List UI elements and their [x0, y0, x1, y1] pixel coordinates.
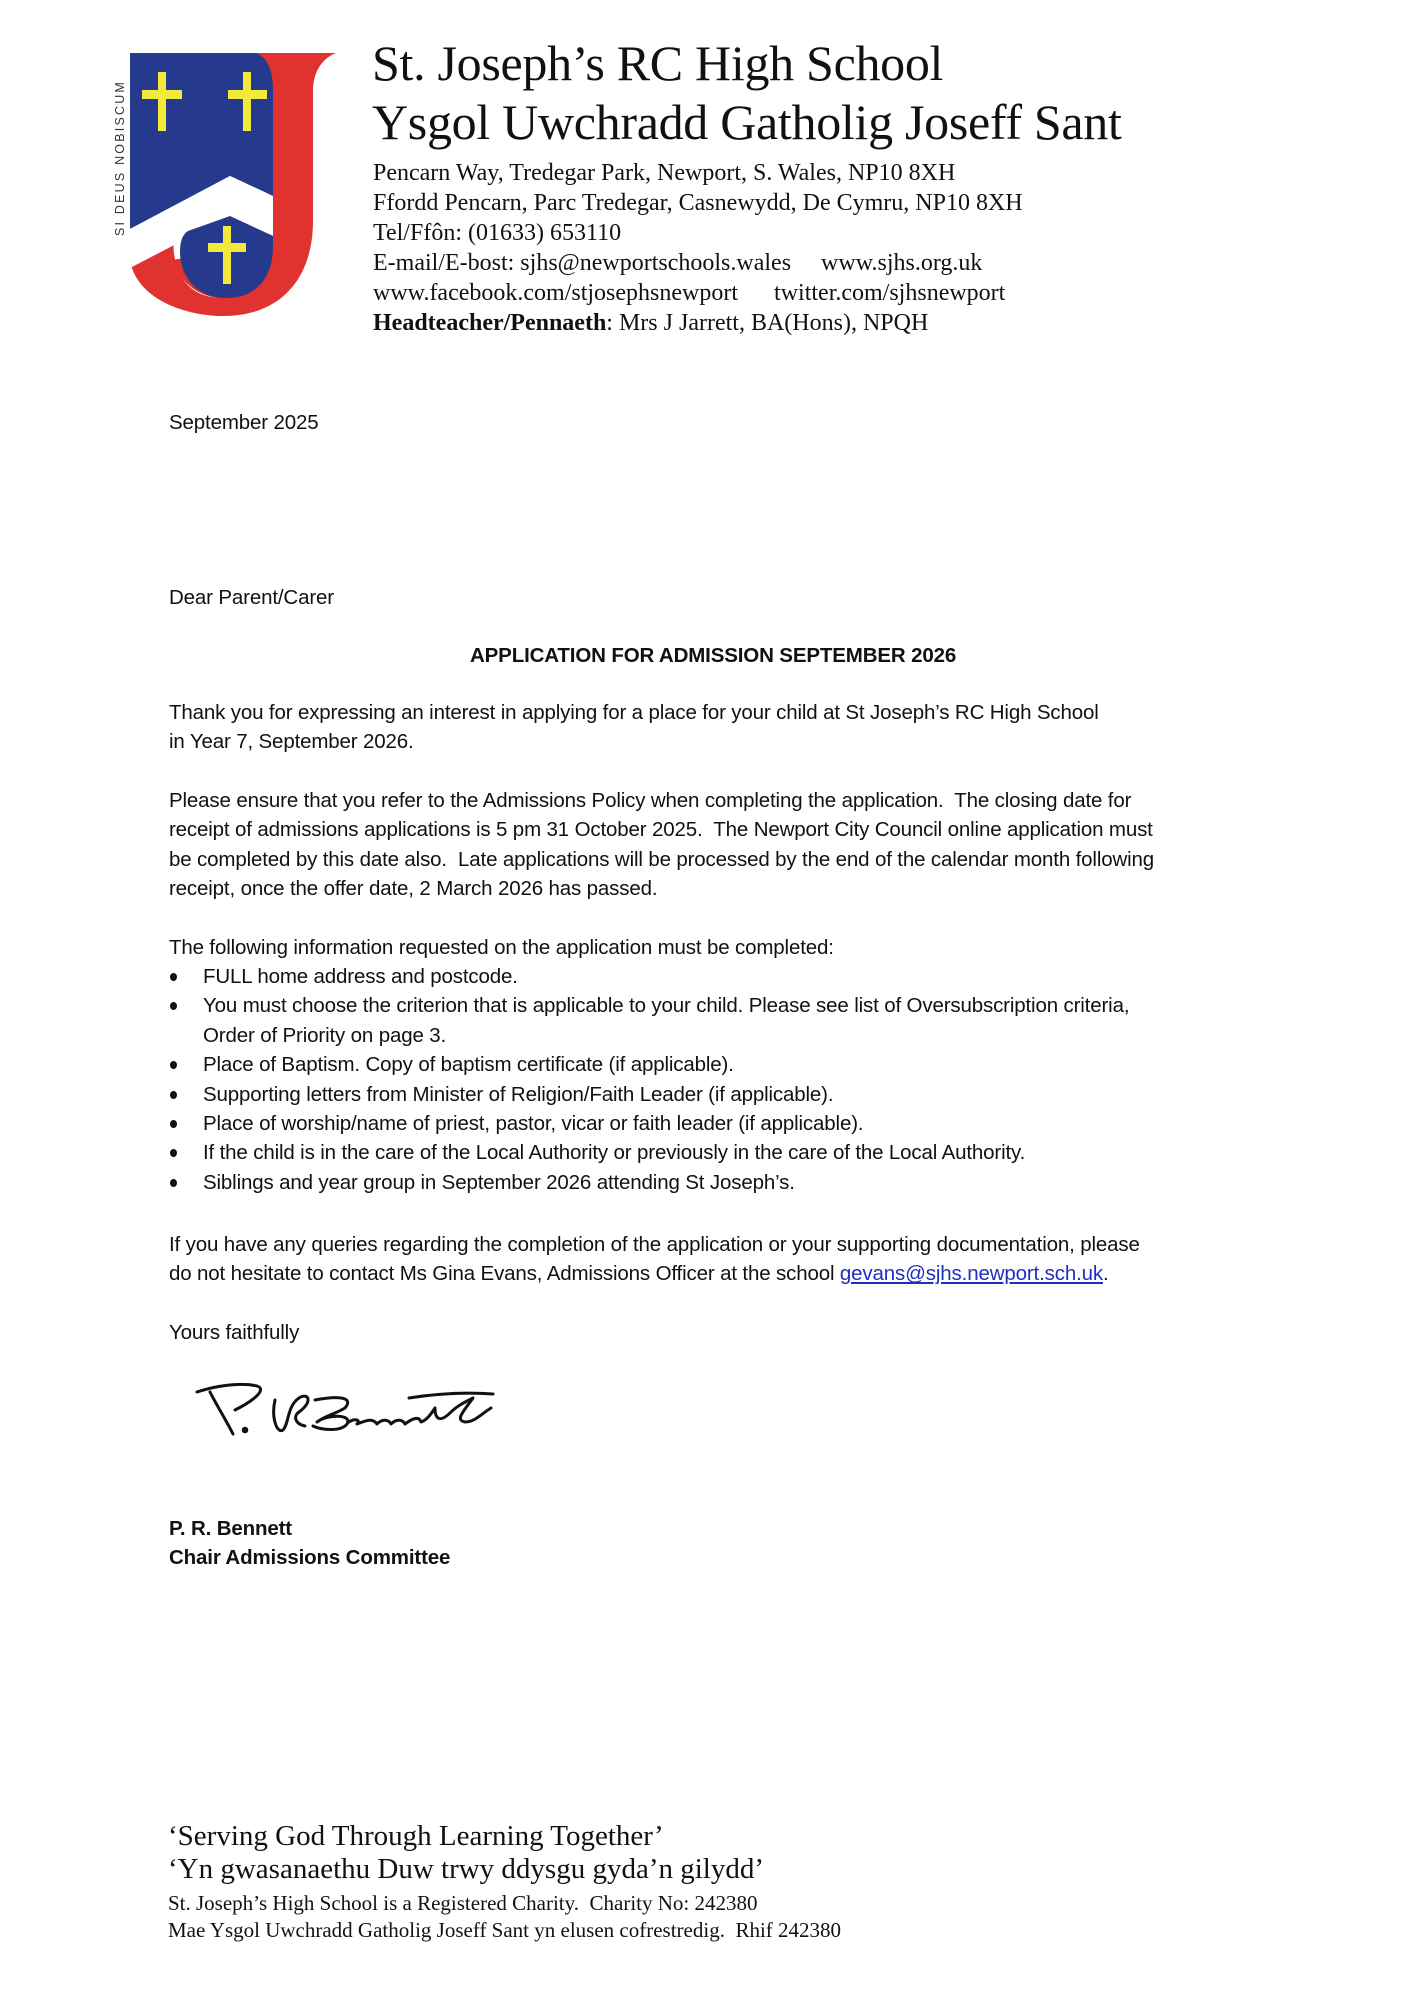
text-line: Please ensure that you refer to the Admissions Policy when completing the application. The closing date for [169, 789, 1132, 812]
charity-notice-welsh: Mae Ysgol Uwchradd Gatholig Joseff Sant yn elusen cofrestredig. Rhif 242380 [168, 1918, 842, 1942]
text-line: receipt of admissions applications is 5 pm 31 October 2025. The Newport City Council online application must [169, 818, 1153, 842]
list-item: You must choose the criterion that is applicable to your child. Please see list of Oversubscription criteria, Order of Priority on page 3. [169, 991, 1269, 1050]
queries-paragraph [169, 1230, 1259, 1289]
text-line: be completed by this date also. Late applications will be processed by the end of the calendar month following [169, 847, 1155, 871]
address-english: Pencarn Way, Tredegar Park, Newport, S. Wales, NP10 8XH [373, 160, 956, 186]
text-line: If you have any queries regarding the completion of the application or your supporting documentation, please [169, 1233, 1140, 1256]
charity-notice-english: St. Joseph’s High School is a Registered Charity. Charity No: 242380 [168, 1891, 758, 1915]
bullet-icon [170, 1149, 177, 1157]
closing-salutation: Yours faithfully [169, 1321, 300, 1344]
headteacher-label: Headteacher/Pennaeth [373, 310, 607, 336]
phone-number: Tel/Ffôn: (01633) 653110 [373, 220, 622, 246]
text-line: Thank you for expressing an interest in applying for a place for your child at St Joseph’s RC High School [169, 701, 1099, 724]
school-name-english: St. Joseph’s RC High School [372, 35, 944, 91]
closing-date-paragraph [169, 786, 1259, 904]
bullet-icon [170, 973, 177, 981]
twitter-handle: twitter.com/sjhsnewport [774, 280, 1006, 306]
email-line [373, 248, 982, 278]
admissions-email-link[interactable]: gevans@sjhs.newport.sch.uk [839, 1262, 1103, 1286]
list-item: FULL home address and postcode. [169, 962, 1269, 991]
list-item: Place of worship/name of priest, pastor, vicar or faith leader (if applicable). [169, 1109, 1269, 1138]
school-website: www.sjhs.org.uk [821, 250, 983, 276]
signer-name: P. R. Bennett [169, 1517, 292, 1540]
list-item: Place of Baptism. Copy of baptism certificate (if applicable). [169, 1050, 1269, 1079]
text-line: receipt, once the offer date, 2 March 2026 has passed. [169, 877, 658, 901]
bullet-icon [170, 1061, 177, 1069]
list-item: If the child is in the care of the Local Authority or previously in the care of the Local Authority. [169, 1138, 1269, 1167]
bullet-icon [170, 1002, 177, 1010]
bullet-icon [170, 1120, 177, 1128]
motto-english: ‘Serving God Through Learning Together’ [168, 1820, 664, 1852]
headteacher-name: : Mrs J Jarrett, BA(Hons), NPQH [606, 310, 929, 336]
letter-heading: APPLICATION FOR ADMISSION SEPTEMBER 2026 [470, 644, 957, 667]
school-email: E-mail/E-bost: sjhs@newportschools.wales [373, 250, 792, 276]
logo-motto: SI DEUS NOBISCUM [113, 79, 127, 236]
handwritten-signature-icon [195, 1378, 495, 1448]
bullet-icon [170, 1179, 177, 1187]
headteacher-line [373, 308, 928, 338]
bullet-icon [170, 1091, 177, 1099]
requirements-intro: The following information requested on the application must be completed: [169, 936, 834, 959]
text-line: in Year 7, September 2026. [169, 730, 414, 754]
letter-date: September 2025 [169, 411, 319, 434]
school-crest-logo [108, 46, 338, 318]
motto-welsh: ‘Yn gwasanaethu Duw trwy ddysgu gyda’n gilydd’ [168, 1853, 765, 1885]
intro-paragraph [169, 698, 1259, 757]
list-item: Siblings and year group in September 2026 attending St Joseph’s. [169, 1168, 1269, 1197]
school-crest-icon [108, 46, 338, 318]
signer-role: Chair Admissions Committee [169, 1546, 451, 1569]
salutation: Dear Parent/Carer [169, 586, 334, 609]
requirements-list [169, 962, 1269, 1197]
list-item: Supporting letters from Minister of Religion/Faith Leader (if applicable). [169, 1080, 1269, 1109]
facebook-page: www.facebook.com/stjosephsnewport [373, 280, 739, 306]
address-welsh: Ffordd Pencarn, Parc Tredegar, Casnewydd, De Cymru, NP10 8XH [373, 190, 1023, 216]
social-line [373, 278, 1005, 308]
text-line: do not hesitate to contact Ms Gina Evans, Admissions Officer at the school gevans@sjhs.newport.sch.uk. [169, 1262, 1109, 1286]
school-name-welsh: Ysgol Uwchradd Gatholig Joseff Sant [372, 94, 1122, 150]
